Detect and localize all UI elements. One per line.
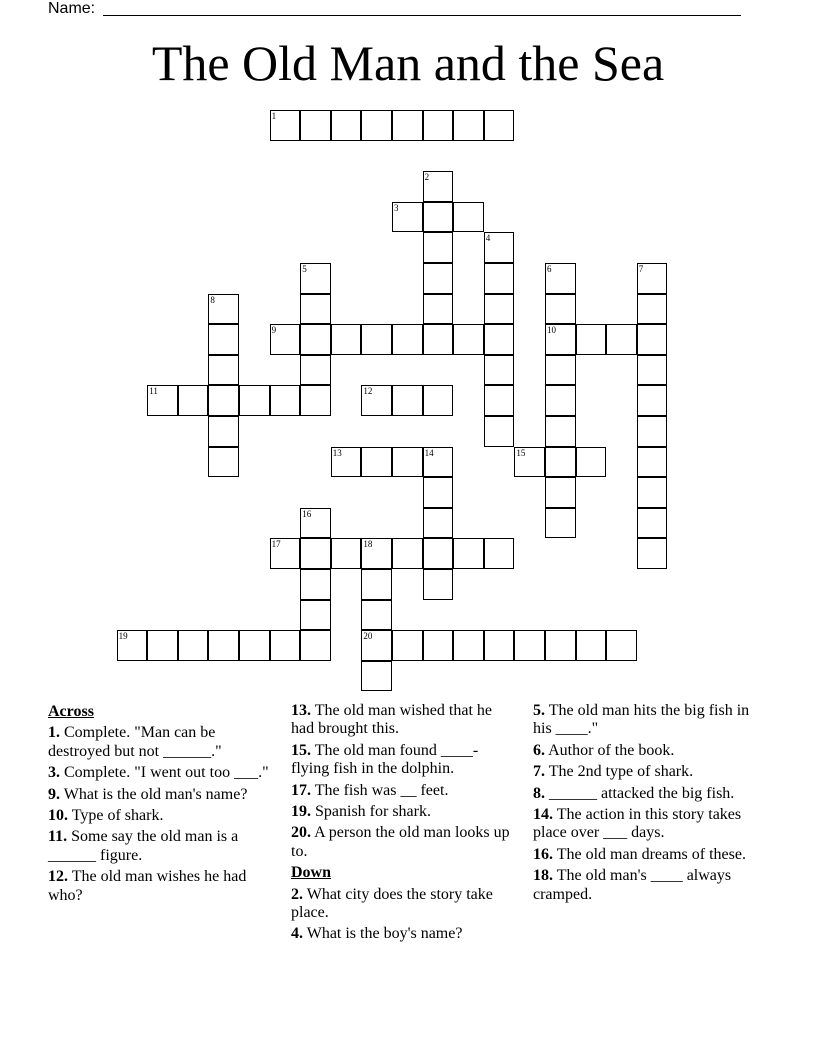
grid-cell[interactable] [392,385,423,416]
grid-cell[interactable] [361,447,392,478]
grid-cell[interactable] [453,324,484,355]
down-header: Down [291,864,332,882]
grid-cell[interactable] [423,110,454,141]
grid-cell[interactable] [300,630,331,661]
grid-cell[interactable] [514,630,545,661]
grid-cell[interactable] [637,477,668,508]
cell-number: 20 [363,631,373,642]
grid-cell[interactable] [637,416,668,447]
grid-cell[interactable] [545,508,576,539]
cell-number: 4 [485,233,491,244]
grid-cell[interactable] [270,630,301,661]
clue-number: 12. [48,868,68,886]
cell-number: 19 [118,631,128,642]
grid-cell[interactable] [637,294,668,325]
grid-cell[interactable] [484,294,515,325]
grid-cell[interactable] [484,416,515,447]
grid-cell[interactable] [545,447,576,478]
grid-cell[interactable] [637,538,668,569]
grid-cell[interactable] [637,324,668,355]
grid-cell[interactable] [361,630,392,661]
grid-cell[interactable] [270,538,301,569]
grid-cell[interactable] [606,324,637,355]
clue-text: The action in this story takes place over ___ days. [533,806,742,842]
clue-number: 15. [291,741,311,759]
grid-cell[interactable] [545,355,576,386]
clue-item [533,806,763,843]
grid-cell[interactable] [637,263,668,294]
clue-number: 5. [533,702,545,719]
grid-cell[interactable] [239,385,270,416]
cell-number: 1 [271,111,277,121]
clue-item [533,785,763,803]
clue-item [291,702,516,739]
cell-number: 6 [547,264,552,274]
clues-column-3 [533,702,763,907]
cell-number: 5 [302,264,307,274]
clue-text: Some say the old man is a ______ figure. [48,828,239,864]
clue-item [48,724,278,761]
cell-number: 12 [363,386,373,397]
clue-text: What is the old man's name? [60,785,248,803]
clue-number: 13. [291,702,311,719]
grid-cell[interactable] [392,447,423,478]
clues-column-1 [48,702,278,908]
grid-cell[interactable] [423,538,454,569]
clue-number: 9. [48,785,60,803]
grid-cell[interactable] [208,294,239,325]
clue-text: Type of shark. [68,807,164,825]
grid-cell[interactable] [331,538,362,569]
cell-number: 18 [363,539,373,550]
grid-cell[interactable] [208,324,239,355]
grid-cell[interactable] [637,385,668,416]
grid-cell[interactable] [545,416,576,447]
clue-number: 1. [48,724,60,742]
grid-cell[interactable] [423,324,454,355]
grid-cell[interactable] [423,447,454,478]
clue-number: 11. [48,828,68,846]
clue-text: Complete. "I went out too ___." [60,764,269,782]
grid-cell[interactable] [423,232,454,263]
clue-number: 6. [533,741,545,759]
clue-item [533,742,763,760]
clue-text: The fish was __ feet. [311,781,449,799]
grid-cell[interactable] [576,630,607,661]
clue-number: 16. [533,845,553,863]
clue-item [533,763,763,781]
clue-number: 8. [533,784,545,802]
grid-cell[interactable] [300,508,331,539]
grid-cell[interactable] [423,477,454,508]
grid-cell[interactable] [392,630,423,661]
grid-cell[interactable] [423,294,454,325]
clue-text: The old man dreams of these. [553,845,746,863]
grid-cell[interactable] [331,324,362,355]
grid-cell[interactable] [484,538,515,569]
grid-cell[interactable] [637,447,668,478]
clue-text: A person the old man looks up to. [291,824,510,860]
grid-cell[interactable] [545,263,576,294]
clue-number: 10. [48,807,68,825]
grid-cell[interactable] [484,324,515,355]
page-title: The Old Man and the Sea [151,35,665,91]
clue-number: 17. [291,781,311,799]
clue-text: Author of the book. [545,741,675,759]
clue-item [291,803,516,821]
grid-cell[interactable] [300,385,331,416]
clue-item [533,846,763,864]
grid-cell[interactable] [484,385,515,416]
grid-cell[interactable] [423,202,454,233]
grid-cell[interactable] [484,355,515,386]
grid-cell[interactable] [361,324,392,355]
clue-item [48,786,278,804]
clue-text: The old man wished that he had brought this. [291,702,492,738]
cell-number: 10 [547,325,556,336]
grid-cell[interactable] [300,600,331,631]
clue-number: 7. [533,763,545,781]
grid-cell[interactable] [117,630,148,661]
cell-number: 8 [210,294,215,305]
grid-cell[interactable] [361,600,392,631]
clue-item [291,742,516,779]
grid-cell[interactable] [361,385,392,416]
clue-item [533,702,763,739]
grid-cell[interactable] [300,569,331,600]
grid-cell[interactable] [637,508,668,539]
grid-cell[interactable] [423,385,454,416]
cell-number: 14 [424,447,434,458]
name-label: Name: [48,0,96,17]
clue-text: The old man found ____-flying fish in the dolphin. [291,741,479,778]
grid-cell[interactable] [545,630,576,661]
grid-cell[interactable] [178,385,209,416]
cell-number: 15 [516,447,526,458]
clue-text: ______ attacked the big fish. [545,784,735,802]
cell-number: 13 [332,447,342,458]
grid-cell[interactable] [300,324,331,355]
cell-number: 11 [149,386,158,397]
grid-cell[interactable] [453,202,484,233]
grid-cell[interactable] [270,324,301,355]
grid-cell[interactable] [453,630,484,661]
cell-number: 2 [424,172,430,183]
grid-cell[interactable] [361,110,392,141]
grid-cell[interactable] [637,355,668,386]
clue-number: 20. [291,824,311,842]
clue-text: The old man wishes he had who? [48,868,247,904]
grid-cell[interactable] [300,110,331,141]
grid-cell[interactable] [484,110,515,141]
grid-cell[interactable] [239,630,270,661]
grid-cell[interactable] [392,324,423,355]
grid-cell[interactable] [484,263,515,294]
grid-cell[interactable] [392,110,423,141]
grid-cell[interactable] [576,324,607,355]
clue-item [291,824,516,861]
grid-cell[interactable] [514,447,545,478]
grid-cell[interactable] [300,538,331,569]
grid-cell[interactable] [606,630,637,661]
clue-item [291,782,516,800]
grid-cell[interactable] [178,630,209,661]
grid-cell[interactable] [208,630,239,661]
grid-cell[interactable] [423,630,454,661]
cell-number: 16 [302,508,312,519]
clue-text: The old man's ____ always cramped. [533,867,732,903]
cell-number: 9 [271,325,277,336]
grid-cell[interactable] [331,447,362,478]
grid-cell[interactable] [270,385,301,416]
clue-number: 14. [533,806,553,824]
clue-text: The old man hits the big fish in his ____." [533,702,750,738]
grid-cell[interactable] [208,385,239,416]
clue-text: What is the boy's name? [303,925,463,943]
grid-cell[interactable] [484,232,515,263]
grid-cell[interactable] [208,355,239,386]
grid-cell[interactable] [361,538,392,569]
clue-item [48,828,278,865]
clue-item [533,867,763,904]
clue-item [291,886,516,923]
clue-item [48,868,278,905]
grid-cell[interactable] [300,263,331,294]
grid-cell[interactable] [423,569,454,600]
grid-cell[interactable] [300,294,331,325]
grid-cell[interactable] [147,385,178,416]
clue-number: 19. [291,803,311,821]
cell-number: 17 [271,539,281,550]
grid-cell[interactable] [484,630,515,661]
grid-cell[interactable] [545,385,576,416]
grid-cell[interactable] [208,416,239,447]
grid-cell[interactable] [361,569,392,600]
grid-cell[interactable] [545,294,576,325]
clue-text: Complete. "Man can be destroyed but not ______." [48,724,222,760]
grid-cell[interactable] [300,355,331,386]
grid-cell[interactable] [331,110,362,141]
grid-cell[interactable] [392,538,423,569]
grid-cell[interactable] [545,324,576,355]
cell-number: 7 [638,264,644,274]
grid-cell[interactable] [147,630,178,661]
clue-item [48,807,278,825]
grid-cell[interactable] [423,508,454,539]
grid-cell[interactable] [576,447,607,478]
grid-cell[interactable] [423,263,454,294]
clue-number: 2. [291,885,303,903]
grid-cell[interactable] [453,538,484,569]
clue-item [291,925,516,943]
clue-number: 4. [291,925,303,943]
grid-cell[interactable] [423,171,454,202]
clues-column-2 [291,702,516,947]
grid-cell[interactable] [361,661,392,692]
grid-cell[interactable] [392,202,423,233]
clue-text: The 2nd type of shark. [545,763,694,781]
clue-item [48,764,278,782]
across-header: Across [48,703,94,720]
grid-cell[interactable] [270,110,301,141]
clue-text: What city does the story take place. [291,885,493,922]
grid-cell[interactable] [453,110,484,141]
grid-cell[interactable] [545,477,576,508]
cell-number: 3 [394,202,399,213]
grid-cell[interactable] [208,447,239,478]
clue-number: 3. [48,764,60,782]
clue-number: 18. [533,867,553,885]
clue-text: Spanish for shark. [311,803,431,821]
